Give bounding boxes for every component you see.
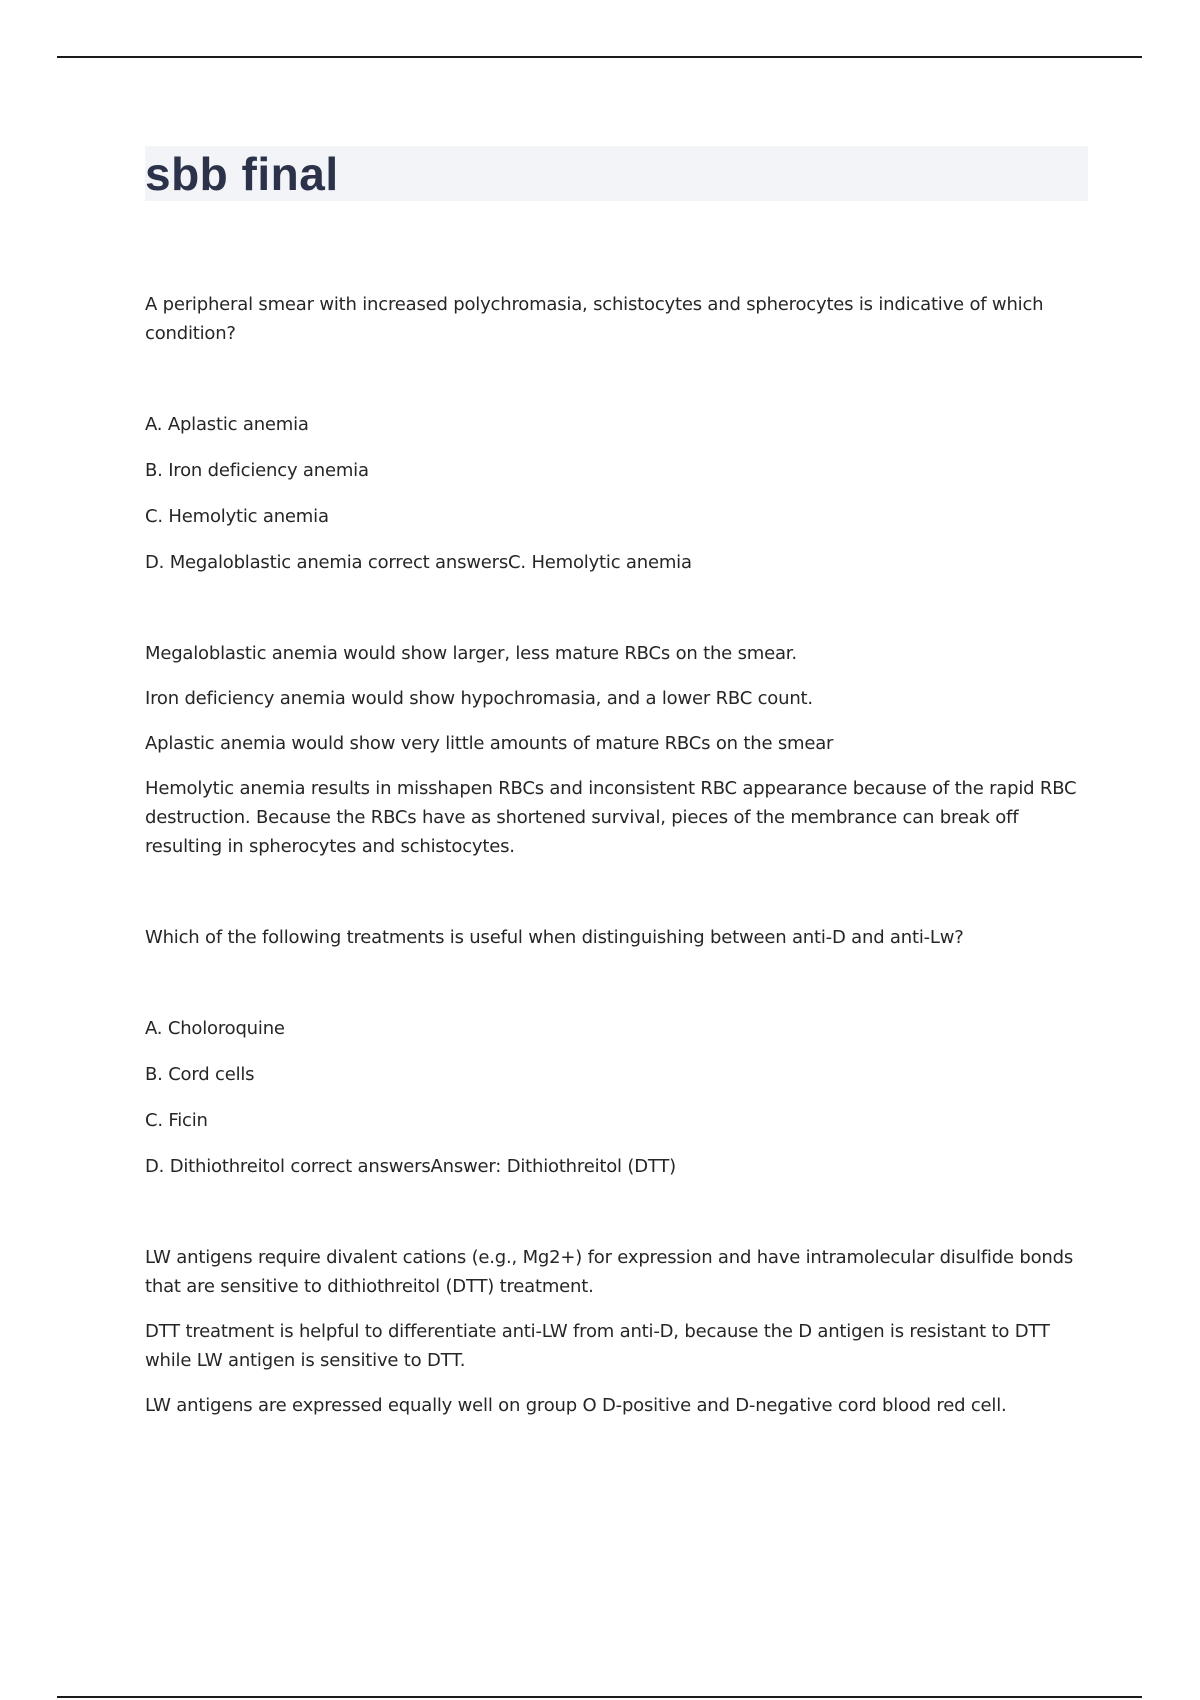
question-block-1	[145, 290, 1090, 861]
explanation-paragraph: Aplastic anemia would show very little amounts of mature RBCs on the smear	[145, 733, 834, 754]
answer-option-b: B. Cord cells	[145, 1064, 255, 1085]
question-prompt: A peripheral smear with increased polychromasia, schistocytes and spherocytes is indicative of which condition?	[145, 294, 1044, 344]
answer-option-d: D. Dithiothreitol correct answersAnswer: Dithiothreitol (DTT)	[145, 1156, 676, 1177]
answer-option-c: C. Hemolytic anemia	[145, 506, 329, 527]
answer-option-c: C. Ficin	[145, 1110, 208, 1131]
answer-option-b: B. Iron deficiency anemia	[145, 460, 369, 481]
answer-option-d: D. Megaloblastic anemia correct answersC. Hemolytic anemia	[145, 552, 692, 573]
top-rule	[57, 56, 1142, 58]
document-title: sbb final	[145, 148, 339, 200]
question-block-2	[145, 923, 1090, 1420]
answer-option-a: A. Choloroquine	[145, 1018, 285, 1039]
explanation-paragraph: Hemolytic anemia results in misshapen RBCs and inconsistent RBC appearance because of the rapid RBC destruction. Because the RBCs have as shortened survival, pieces of the membrance can break off resulting in spherocytes and schistocytes.	[145, 778, 1077, 857]
explanation-paragraph: LW antigens require divalent cations (e.g., Mg2+) for expression and have intramolecular disulfide bonds that are sensitive to dithiothreitol (DTT) treatment.	[145, 1247, 1073, 1297]
bottom-rule	[57, 1696, 1142, 1698]
explanation-paragraph: Iron deficiency anemia would show hypochromasia, and a lower RBC count.	[145, 688, 813, 709]
explanation-paragraph: DTT treatment is helpful to differentiate anti-LW from anti-D, because the D antigen is resistant to DTT while LW antigen is sensitive to DTT.	[145, 1321, 1050, 1371]
explanation-paragraph: Megaloblastic anemia would show larger, less mature RBCs on the smear.	[145, 643, 797, 664]
answer-option-a: A. Aplastic anemia	[145, 414, 309, 435]
document-body	[145, 290, 1090, 1436]
question-prompt: Which of the following treatments is useful when distinguishing between anti-D and anti-Lw?	[145, 927, 964, 948]
explanation-paragraph: LW antigens are expressed equally well on group O D-positive and D-negative cord blood red cell.	[145, 1395, 1007, 1416]
